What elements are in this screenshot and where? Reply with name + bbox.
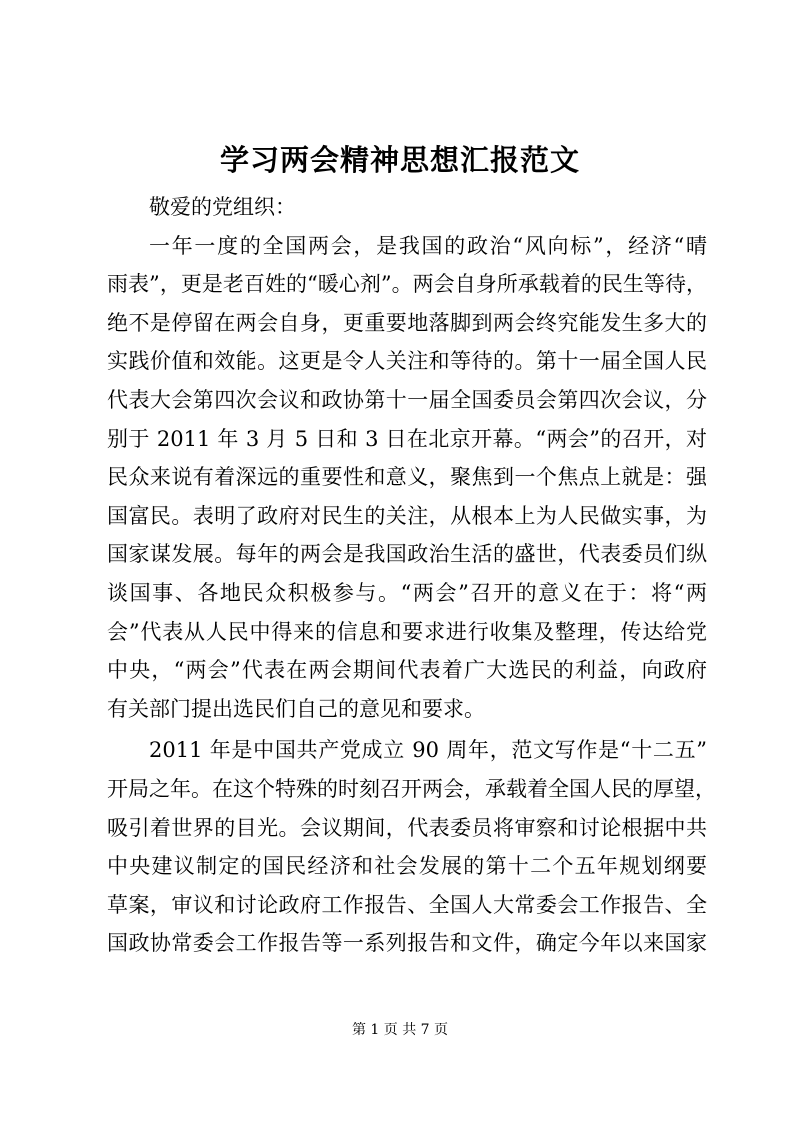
paragraph-line: 中央，“两会”代表在两会期间代表着广大选民的利益，向政府 — [107, 658, 707, 683]
document-body — [107, 188, 716, 963]
paragraph-line: 国家谋发展。每年的两会是我国政治生活的盛世，代表委员们纵 — [107, 542, 707, 567]
paragraph-line: 别于 2011 年 3 月 5 日和 3 日在北京开幕。“两会”的召开，对 — [107, 426, 707, 451]
salutation: 敬爱的党组织： — [149, 195, 296, 219]
page-footer: 第 1 页 共 7 页 — [351, 1022, 449, 1038]
paragraph-line: 草案，审议和讨论政府工作报告、全国人大常委会工作报告、全 — [107, 892, 707, 917]
paragraph-line: 民众来说有着深远的重要性和意义，聚焦到一个焦点上就是：强 — [107, 465, 707, 490]
paragraph-line: 代表大会第四次会议和政协第十一届全国委员会第四次会议，分 — [107, 387, 707, 412]
paragraph-line: 国富民。表明了政府对民生的关注，从根本上为人民做实事，为 — [107, 503, 707, 528]
document-title: 学习两会精神思想汇报范文 — [219, 143, 580, 177]
paragraph-1 — [107, 227, 707, 729]
paragraph-line: 谈国事、各地民众积极参与。“两会”召开的意义在于：将“两 — [107, 580, 707, 605]
paragraph-line: 雨表”，更是老百姓的“暖心剂”。两会自身所承载着的民生等待， — [107, 272, 707, 297]
paragraph-2 — [107, 731, 716, 963]
paragraph-line: 国政协常委会工作报告等一系列报告和文件，确定今年以来国家 — [107, 931, 707, 956]
paragraph-line: 2011 年是中国共产党成立 90 周年，范文写作是“十二五” — [149, 738, 707, 763]
paragraph-line: 实践价值和效能。这更是令人关注和等待的。第十一届全国人民 — [107, 349, 707, 374]
paragraph-line: 会”代表从人民中得来的信息和要求进行收集及整理，传达给党 — [107, 619, 707, 644]
paragraph-line: 有关部门提出选民们自己的意见和要求。 — [107, 696, 485, 721]
paragraph-line: 一年一度的全国两会，是我国的政治“风向标”，经济“晴 — [149, 233, 707, 258]
paragraph-line: 中央建议制定的国民经济和社会发展的第十二个五年规划纲要 — [107, 854, 707, 879]
paragraph-line: 绝不是停留在两会自身，更重要地落脚到两会终究能发生多大的 — [107, 310, 707, 335]
paragraph-line: 开局之年。在这个特殊的时刻召开两会，承载着全国人民的厚望， — [107, 776, 716, 801]
paragraph-line: 吸引着世界的目光。会议期间，代表委员将审察和讨论根据中共 — [107, 815, 707, 840]
